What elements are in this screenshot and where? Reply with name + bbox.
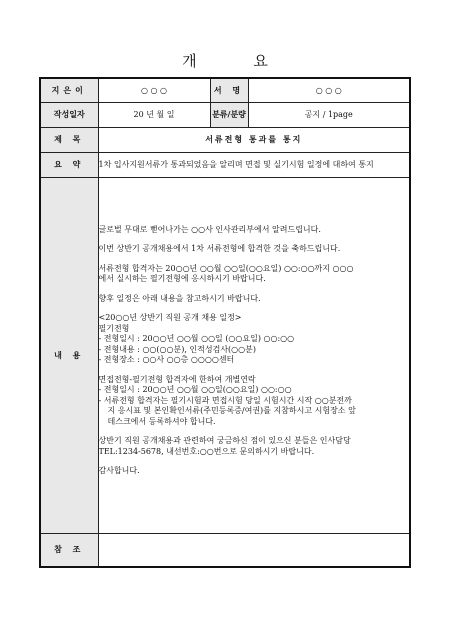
written-exam-content: - 전형내용 : ○○(○○분), 인적성검사(○○분) [98,344,256,354]
date-value: 20 년 월 일 [98,102,210,127]
interview-block [99,375,410,428]
content-line: 에서 실시하는 필기전형에 응시하시기 바랍니다. [98,274,266,283]
content-line: 서류전형 합격자는 20○○년 ○○월 ○○일(○○요일) ○○:○○까지 ○○○ [98,263,354,273]
row-summary [40,152,410,177]
interview-heading: 면접전형-필기전형 합격자에 한하여 개별연락 [98,374,256,384]
category-value: 공지 / 1page [248,102,410,127]
row-author [40,78,410,102]
content-paragraph: 글로벌 무대로 뻗어나가는 ○○사 인사관리부에서 알려드립니다. [98,224,321,234]
contact-line: 상반기 직원 공개채용과 관련하여 궁금하신 점이 있으신 분들은 인사담당 [98,436,351,445]
date-label: 작성일자 [40,102,98,127]
summary-label: 요 약 [40,152,98,177]
summary-value: 1차 입사지원서류가 통과되었음을 알리며 면접 및 실기시험 일정에 대하여 통지 [98,152,410,177]
content-paragraph [99,264,410,285]
author-label: 지은이 [40,78,98,102]
note-label: 참 조 [40,533,98,567]
written-exam-heading: 필기전형 [98,323,130,333]
content-paragraph: 향후 일정은 아래 내용을 참고하시기 바랍니다. [98,293,261,303]
category-label: 분류/분량 [210,102,248,127]
row-subject [40,127,410,152]
row-date [40,102,410,127]
subject-value: 서류전형 통과를 통지 [98,127,410,152]
content-paragraph: 이번 상반기 공개채용에서 1차 서류전형에 합격한 것을 축하드립니다. [98,244,341,253]
author-value: ○ ○ ○ [98,78,210,102]
content-label: 내 용 [40,177,98,533]
note-value [98,533,410,567]
signature-value: ○ ○ ○ [248,78,410,102]
written-exam-location: - 전형장소 : ○○사 ○○층 ○○○○센터 [98,355,235,364]
row-note [40,533,410,567]
contact-line: TEL:1234-5678, 내선번호:○○번으로 문의하시기 바랍니다. [98,446,315,456]
interview-date: - 전형일시 : 20○○년 ○○월 ○○일(○○요일) ○○:○○ [98,385,292,394]
schedule-heading: <20○○년 상반기 직원 공개 채용 일정> [98,313,242,322]
document-title: 개 요 [182,52,294,70]
summary-table [39,77,411,568]
contact-block [99,436,410,457]
interview-note-line: 데스크에서 등록하셔야 합니다. [107,416,216,426]
closing-text: 감사합니다. [98,466,140,475]
schedule-block [99,313,410,366]
interview-note-line: - 서류전형 합격자는 필기시험과 면접시험 당일 시험시간 시작 ○○분전까 [98,395,352,405]
interview-note-line: 지 응시표 및 본인확인서류(주민등록증/여권)를 지참하시고 시험장소 앞 [107,406,356,415]
written-exam-date: - 전형일시 : 20○○년 ○○월 ○○일 (○○요일) ○○:○○ [98,334,295,343]
signature-label: 서 명 [210,78,248,102]
content-body [98,177,410,533]
subject-label: 제 목 [40,127,98,152]
row-content [40,177,410,533]
